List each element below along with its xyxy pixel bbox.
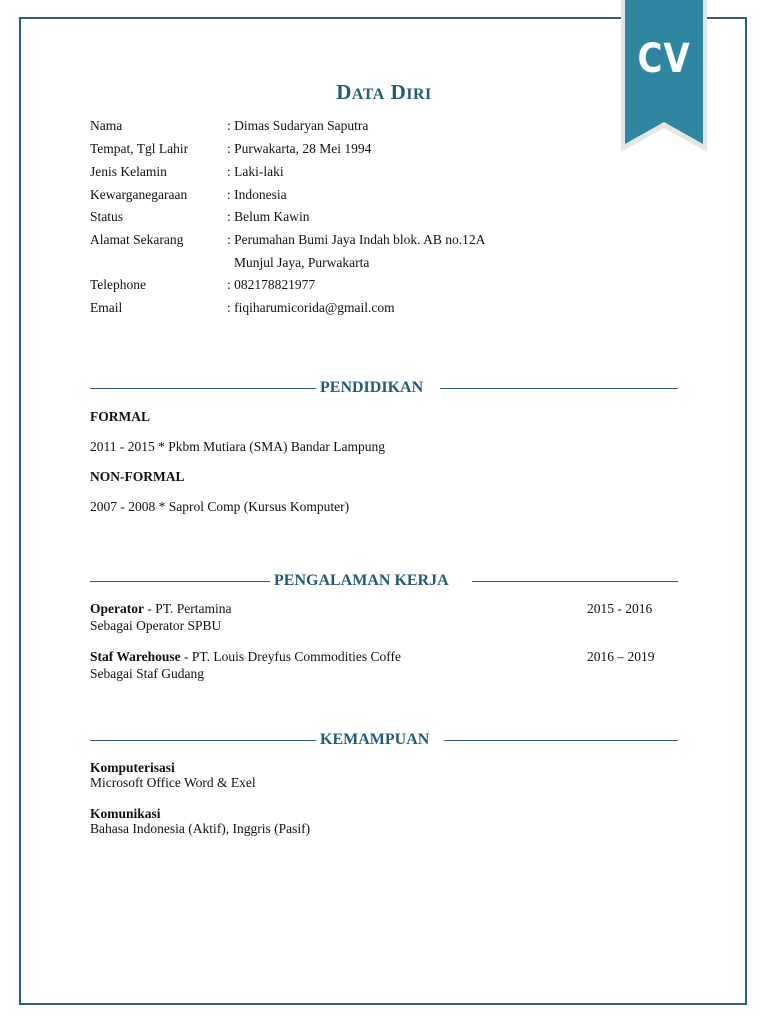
formal-heading: FORMAL <box>90 409 150 424</box>
label-status: Status <box>90 209 124 224</box>
label-nama: Nama <box>90 118 123 133</box>
job-1-role: Sebagai Operator SPBU <box>90 618 222 633</box>
nonformal-heading: NON-FORMAL <box>90 469 185 484</box>
job-2-role: Sebagai Staf Gudang <box>90 666 204 681</box>
label-telephone: Telephone <box>90 277 147 292</box>
label-email: Email <box>90 300 123 315</box>
section-title: PENGALAMAN KERJA <box>274 572 449 589</box>
skill-2-detail: Bahasa Indonesia (Aktif), Inggris (Pasif) <box>90 821 311 836</box>
job-1-title <box>90 600 231 617</box>
divider-line-right <box>472 581 678 582</box>
job-position: Operator <box>90 601 144 616</box>
job-2-years: 2016 – 2019 <box>587 649 655 664</box>
section-title: KEMAMPUAN <box>320 731 430 748</box>
value-kewarganegaraan: : Indonesia <box>227 187 287 202</box>
label-ttl: Tempat, Tgl Lahir <box>90 141 189 156</box>
divider-line-left <box>90 740 316 741</box>
value-telephone: : 082178821977 <box>227 277 316 292</box>
section-title: PENDIDIKAN <box>320 379 424 396</box>
value-email: : fiqiharumicorida@gmail.com <box>227 300 395 315</box>
value-nama: : Dimas Sudaryan Saputra <box>227 118 369 133</box>
section-header-kemampuan <box>90 730 678 750</box>
divider-line-right <box>440 388 678 389</box>
job-company: - PT. Louis Dreyfus Commodities Coffe <box>180 649 401 664</box>
value-ttl: : Purwakarta, 28 Mei 1994 <box>227 141 372 156</box>
label-alamat: Alamat Sekarang <box>90 232 184 247</box>
nonformal-entry: 2007 - 2008 * Saprol Comp (Kursus Komputer) <box>90 499 350 514</box>
label-kewarganegaraan: Kewarganegaraan <box>90 187 188 202</box>
job-2-title <box>90 648 401 665</box>
job-company: - PT. Pertamina <box>143 601 232 616</box>
label-jenis-kelamin: Jenis Kelamin <box>90 164 167 179</box>
job-1-years: 2015 - 2016 <box>587 601 653 616</box>
skill-1-detail: Microsoft Office Word & Exel <box>90 775 256 790</box>
divider-line-left <box>90 581 270 582</box>
job-position: Staf Warehouse <box>90 649 181 664</box>
value-alamat: : Perumahan Bumi Jaya Indah blok. AB no.12A <box>227 232 486 247</box>
section-header-pendidikan <box>90 378 678 398</box>
cv-ribbon-label: CV <box>637 36 691 82</box>
value-status: : Belum Kawin <box>227 209 310 224</box>
divider-line-left <box>90 388 316 389</box>
page-title: DATA DIRI <box>336 80 432 104</box>
value-alamat-line2: Munjul Jaya, Purwakarta <box>234 255 370 270</box>
formal-entry: 2011 - 2015 * Pkbm Mutiara (SMA) Bandar Lampung <box>90 439 385 454</box>
section-header-pengalaman <box>90 571 678 591</box>
divider-line-right <box>444 740 678 741</box>
skill-1-name: Komputerisasi <box>90 760 175 775</box>
value-jenis-kelamin: : Laki-laki <box>227 164 284 179</box>
skill-2-name: Komunikasi <box>90 806 161 821</box>
